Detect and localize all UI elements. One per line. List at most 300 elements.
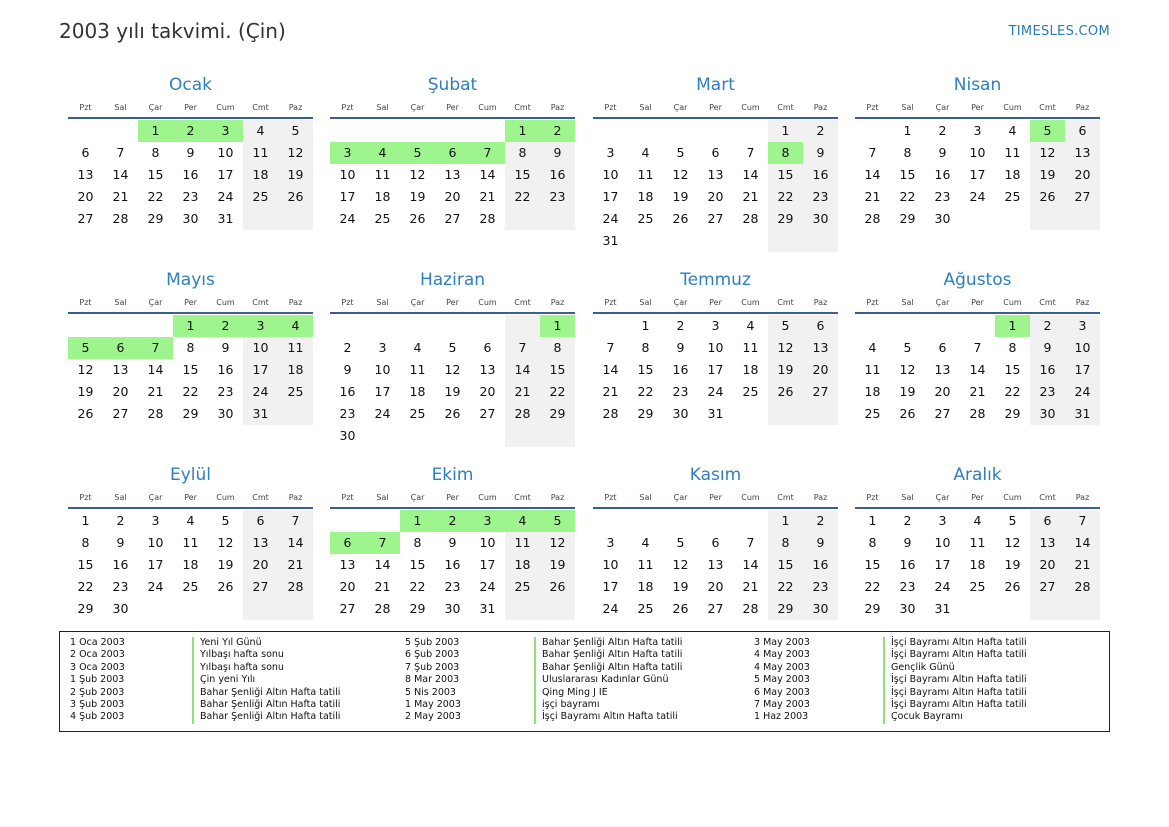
weekday-label: Çar [673, 103, 688, 112]
day-cell: 26 [672, 601, 689, 616]
day-cell: 5 [278, 120, 313, 142]
day-cell: 7 [116, 145, 125, 160]
day-cell: 25 [1004, 189, 1021, 204]
day-cell: 27 [243, 576, 278, 598]
day-grid [68, 510, 313, 620]
day-cell: 15 [1004, 362, 1021, 377]
weekday-label: Pzt [866, 298, 879, 307]
day-cell: 29 [182, 406, 199, 421]
holiday-day-cell: 7 [138, 337, 173, 359]
legend-holiday-name: Çin yeni Yılı [192, 674, 340, 686]
day-cell: 2 [903, 513, 912, 528]
legend-holiday-name: Bahar Şenliği Altın Hafta tatili [192, 711, 340, 723]
empty-cell [278, 208, 313, 230]
day-cell: 22 [1004, 384, 1021, 399]
weekday-label: Cum [1003, 493, 1022, 502]
day-cell: 19 [768, 359, 803, 381]
day-cell: 16 [1030, 359, 1065, 381]
legend-date: 2 Şub 2003 [70, 686, 125, 698]
empty-cell [435, 120, 470, 142]
day-cell: 8 [641, 340, 650, 355]
weekday-label: Paz [550, 493, 565, 502]
day-cell: 28 [864, 211, 881, 226]
day-cell: 17 [479, 557, 496, 572]
day-cell: 30 [803, 208, 838, 230]
empty-cell [960, 315, 995, 337]
day-cell: 15 [182, 362, 199, 377]
day-cell: 27 [1030, 576, 1065, 598]
legend-date: 3 Şub 2003 [70, 698, 125, 710]
day-cell: 31 [243, 403, 278, 425]
day-cell: 15 [505, 164, 540, 186]
day-cell: 12 [768, 337, 803, 359]
day-cell: 24 [934, 579, 951, 594]
day-cell: 22 [540, 381, 575, 403]
day-cell: 8 [903, 145, 912, 160]
empty-cell [995, 598, 1030, 620]
day-grid [593, 510, 838, 620]
day-cell: 30 [672, 406, 689, 421]
weekday-label: Pzt [604, 298, 617, 307]
day-cell: 25 [969, 579, 986, 594]
day-cell: 12 [1004, 535, 1021, 550]
weekday-label: Cmt [777, 493, 794, 502]
day-cell: 22 [77, 579, 94, 594]
empty-cell [663, 120, 698, 142]
day-cell: 13 [803, 337, 838, 359]
weekday-header [855, 98, 1100, 119]
day-cell: 25 [182, 579, 199, 594]
holiday-day-cell: 5 [540, 510, 575, 532]
weekday-label: Paz [1075, 493, 1090, 502]
day-cell: 13 [112, 362, 129, 377]
day-cell: 3 [378, 340, 387, 355]
weekday-header [593, 293, 838, 314]
weekday-label: Per [184, 298, 197, 307]
day-cell: 24 [217, 189, 234, 204]
legend-names-col3 [883, 637, 1027, 724]
weekday-label: Cmt [1039, 103, 1056, 112]
day-cell: 18 [1004, 167, 1021, 182]
day-cell: 12 [672, 167, 689, 182]
day-cell: 24 [602, 211, 619, 226]
day-cell: 28 [742, 211, 759, 226]
day-cell: 13 [77, 167, 94, 182]
weekday-label: Per [446, 298, 459, 307]
day-cell: 9 [116, 535, 125, 550]
empty-cell [768, 230, 803, 252]
day-cell: 14 [602, 362, 619, 377]
day-cell: 22 [505, 186, 540, 208]
day-cell: 18 [374, 189, 391, 204]
day-cell: 23 [182, 189, 199, 204]
month-name: Ekim [431, 465, 474, 485]
day-cell: 25 [278, 381, 313, 403]
day-cell: 9 [803, 532, 838, 554]
day-cell: 19 [1004, 557, 1021, 572]
holiday-day-cell: 7 [365, 532, 400, 554]
day-cell: 17 [217, 167, 234, 182]
month-block [593, 464, 838, 620]
weekday-label: Çar [410, 298, 425, 307]
day-cell: 9 [903, 535, 912, 550]
weekday-label: Cum [478, 103, 497, 112]
empty-cell [803, 230, 838, 252]
legend-dates-col3 [754, 637, 810, 724]
empty-cell [278, 403, 313, 425]
day-cell: 16 [112, 557, 129, 572]
weekday-label: Pzt [866, 493, 879, 502]
day-cell: 24 [969, 189, 986, 204]
day-cell: 10 [243, 337, 278, 359]
day-cell: 16 [444, 557, 461, 572]
day-cell: 14 [147, 362, 164, 377]
weekday-label: Cum [1003, 103, 1022, 112]
day-cell: 31 [602, 233, 619, 248]
empty-cell [540, 598, 575, 620]
day-cell: 24 [374, 406, 391, 421]
empty-cell [663, 510, 698, 532]
legend-holiday-name: İşçi Bayramı Altın Hafta tatili [534, 711, 682, 723]
legend-date: 1 Şub 2003 [70, 674, 125, 686]
day-cell: 10 [339, 167, 356, 182]
day-cell: 7 [973, 340, 982, 355]
empty-cell [855, 120, 890, 142]
day-cell: 23 [672, 384, 689, 399]
day-cell: 14 [505, 359, 540, 381]
weekday-label: Per [709, 103, 722, 112]
weekday-label: Çar [410, 103, 425, 112]
legend-holiday-name: Uluslararası Kadınlar Günü [534, 674, 682, 686]
weekday-label: Paz [813, 298, 828, 307]
day-cell: 16 [339, 384, 356, 399]
weekday-label: Paz [288, 298, 303, 307]
month-block [68, 269, 313, 425]
day-cell: 11 [864, 362, 881, 377]
day-cell: 9 [186, 145, 195, 160]
day-cell: 12 [540, 532, 575, 554]
day-cell: 7 [746, 535, 755, 550]
day-cell: 2 [803, 510, 838, 532]
holiday-day-cell: 2 [435, 510, 470, 532]
weekday-label: Paz [1075, 298, 1090, 307]
day-cell: 12 [1030, 142, 1065, 164]
day-cell: 30 [217, 406, 234, 421]
day-grid [855, 120, 1100, 230]
day-cell: 21 [1065, 554, 1100, 576]
day-cell: 23 [339, 406, 356, 421]
empty-cell [733, 120, 768, 142]
day-cell: 23 [803, 186, 838, 208]
empty-cell [278, 598, 313, 620]
weekday-label: Per [184, 103, 197, 112]
day-cell: 31 [217, 211, 234, 226]
day-cell: 16 [672, 362, 689, 377]
weekday-label: Pzt [341, 103, 354, 112]
day-cell: 17 [707, 362, 724, 377]
legend-date: 8 Mar 2003 [405, 674, 460, 686]
day-cell: 29 [409, 601, 426, 616]
day-cell: 5 [221, 513, 230, 528]
weekday-label: Cmt [777, 298, 794, 307]
holiday-day-cell: 4 [278, 315, 313, 337]
weekday-label: Cum [216, 493, 235, 502]
day-grid [330, 510, 575, 620]
month-block [855, 269, 1100, 425]
day-cell: 18 [637, 189, 654, 204]
weekday-label: Per [709, 298, 722, 307]
day-cell: 10 [479, 535, 496, 550]
day-cell: 17 [969, 167, 986, 182]
weekday-label: Cmt [514, 493, 531, 502]
day-cell: 21 [479, 189, 496, 204]
day-cell: 25 [637, 601, 654, 616]
weekday-label: Sal [376, 298, 389, 307]
weekday-label: Per [446, 103, 459, 112]
day-cell: 6 [243, 510, 278, 532]
empty-cell [1065, 208, 1100, 230]
day-cell: 17 [934, 557, 951, 572]
day-cell: 29 [899, 211, 916, 226]
day-cell: 27 [934, 406, 951, 421]
holiday-day-cell: 1 [138, 120, 173, 142]
day-cell: 10 [217, 145, 234, 160]
empty-cell [960, 208, 995, 230]
day-cell: 20 [707, 189, 724, 204]
day-cell: 10 [707, 340, 724, 355]
day-cell: 24 [147, 579, 164, 594]
day-cell: 20 [444, 189, 461, 204]
day-cell: 19 [217, 557, 234, 572]
weekday-header [855, 488, 1100, 509]
legend-date: 5 Şub 2003 [405, 637, 460, 648]
holiday-day-cell: 8 [768, 142, 803, 164]
day-cell: 19 [540, 554, 575, 576]
day-cell: 4 [1008, 123, 1017, 138]
day-cell: 27 [77, 211, 94, 226]
legend-date: 6 Şub 2003 [405, 649, 460, 661]
empty-cell [733, 403, 768, 425]
day-cell: 26 [768, 381, 803, 403]
weekday-label: Çar [148, 103, 163, 112]
day-cell: 9 [938, 145, 947, 160]
holiday-day-cell: 3 [330, 142, 365, 164]
holiday-day-cell: 2 [540, 120, 575, 142]
day-cell: 28 [147, 406, 164, 421]
empty-cell [593, 120, 628, 142]
day-cell: 29 [147, 211, 164, 226]
weekday-label: Çar [410, 493, 425, 502]
month-block [593, 269, 838, 425]
day-grid [593, 315, 838, 425]
day-cell: 2 [803, 120, 838, 142]
day-cell: 20 [339, 579, 356, 594]
day-cell: 23 [444, 579, 461, 594]
empty-cell [365, 510, 400, 532]
holiday-day-cell: 5 [68, 337, 103, 359]
empty-cell [435, 425, 470, 447]
day-cell: 23 [112, 579, 129, 594]
day-cell: 11 [278, 337, 313, 359]
day-cell: 28 [112, 211, 129, 226]
day-cell: 22 [768, 576, 803, 598]
day-cell: 23 [899, 579, 916, 594]
weekday-label: Per [184, 493, 197, 502]
holiday-day-cell: 1 [540, 315, 575, 337]
day-cell: 12 [899, 362, 916, 377]
holiday-day-cell: 6 [435, 142, 470, 164]
day-cell: 21 [278, 554, 313, 576]
day-cell: 2 [676, 318, 685, 333]
weekday-header [855, 293, 1100, 314]
legend-holiday-name: Qing Ming J IE [534, 687, 682, 699]
empty-cell [733, 230, 768, 252]
empty-cell [890, 315, 925, 337]
empty-cell [400, 315, 435, 337]
weekday-label: Pzt [79, 298, 92, 307]
month-block [330, 464, 575, 620]
day-cell: 7 [278, 510, 313, 532]
weekday-label: Per [446, 493, 459, 502]
day-cell: 9 [676, 340, 685, 355]
legend-date: 1 May 2003 [405, 698, 461, 710]
day-grid [330, 120, 575, 230]
empty-cell [593, 510, 628, 532]
page-title: 2003 yılı takvimi. (Çin) [59, 19, 286, 43]
weekday-label: Paz [550, 298, 565, 307]
day-cell: 11 [505, 532, 540, 554]
day-cell: 11 [374, 167, 391, 182]
month-name: Kasım [689, 465, 742, 485]
day-cell: 29 [637, 406, 654, 421]
day-cell: 19 [1030, 164, 1065, 186]
weekday-label: Paz [288, 103, 303, 112]
holiday-day-cell: 4 [365, 142, 400, 164]
day-cell: 30 [182, 211, 199, 226]
day-cell: 27 [1065, 186, 1100, 208]
day-cell: 27 [444, 211, 461, 226]
empty-cell [435, 315, 470, 337]
weekday-label: Çar [148, 298, 163, 307]
day-cell: 25 [409, 406, 426, 421]
weekday-label: Çar [935, 493, 950, 502]
day-cell: 30 [934, 211, 951, 226]
day-cell: 13 [243, 532, 278, 554]
day-cell: 23 [934, 189, 951, 204]
day-cell: 1 [903, 123, 912, 138]
day-cell: 13 [339, 557, 356, 572]
day-cell: 26 [672, 211, 689, 226]
day-cell: 11 [742, 340, 759, 355]
legend-date: 4 May 2003 [754, 649, 810, 661]
legend-holiday-name: Bahar Şenliği Altın Hafta tatili [192, 687, 340, 699]
day-cell: 15 [147, 167, 164, 182]
day-cell: 27 [803, 381, 838, 403]
weekday-label: Sal [639, 493, 652, 502]
weekday-label: Cum [741, 103, 760, 112]
month-block [855, 74, 1100, 230]
weekday-header [330, 98, 575, 119]
day-cell: 13 [479, 362, 496, 377]
empty-cell [138, 315, 173, 337]
day-cell: 13 [1030, 532, 1065, 554]
day-cell: 28 [602, 406, 619, 421]
day-cell: 26 [1004, 579, 1021, 594]
weekday-label: Paz [288, 493, 303, 502]
day-cell: 29 [77, 601, 94, 616]
empty-cell [540, 425, 575, 447]
day-cell: 3 [606, 145, 615, 160]
day-cell: 17 [147, 557, 164, 572]
weekday-label: Pzt [866, 103, 879, 112]
weekday-label: Cum [216, 298, 235, 307]
day-cell: 10 [934, 535, 951, 550]
day-cell: 28 [1065, 576, 1100, 598]
legend-date: 7 Şub 2003 [405, 661, 460, 673]
day-cell: 19 [672, 189, 689, 204]
holiday-day-cell: 3 [470, 510, 505, 532]
holiday-legend [59, 631, 1110, 732]
day-cell: 14 [742, 557, 759, 572]
day-cell: 21 [969, 384, 986, 399]
weekday-label: Cmt [1039, 493, 1056, 502]
weekday-label: Cum [741, 493, 760, 502]
day-cell: 11 [637, 167, 654, 182]
day-cell: 21 [864, 189, 881, 204]
legend-date: 3 May 2003 [754, 637, 810, 648]
day-cell: 14 [374, 557, 391, 572]
day-cell: 2 [343, 340, 352, 355]
weekday-header [330, 293, 575, 314]
day-cell: 3 [973, 123, 982, 138]
legend-date: 4 May 2003 [754, 661, 810, 673]
weekday-label: Per [971, 103, 984, 112]
day-cell: 21 [742, 189, 759, 204]
day-cell: 31 [707, 406, 724, 421]
day-cell: 27 [112, 406, 129, 421]
day-cell: 25 [505, 576, 540, 598]
weekday-label: Per [709, 493, 722, 502]
day-cell: 30 [899, 601, 916, 616]
holiday-day-cell: 1 [173, 315, 208, 337]
holiday-day-cell: 1 [505, 120, 540, 142]
day-cell: 17 [602, 579, 619, 594]
month-name: Şubat [427, 75, 478, 95]
day-cell: 18 [505, 554, 540, 576]
legend-date: 1 Oca 2003 [70, 637, 125, 648]
weekday-label: Cmt [514, 298, 531, 307]
day-cell: 9 [540, 142, 575, 164]
weekday-label: Cum [741, 298, 760, 307]
day-cell: 31 [934, 601, 951, 616]
day-cell: 22 [637, 384, 654, 399]
weekday-label: Sal [114, 493, 127, 502]
day-cell: 4 [413, 340, 422, 355]
site-brand-link[interactable]: TIMESLES.COM [1008, 24, 1110, 39]
day-cell: 9 [448, 535, 457, 550]
day-cell: 22 [864, 579, 881, 594]
legend-holiday-name: İşçi Bayramı Altın Hafta tatili [883, 637, 1027, 649]
day-cell: 21 [742, 579, 759, 594]
empty-cell [960, 598, 995, 620]
legend-date: 3 Oca 2003 [70, 661, 125, 673]
day-cell: 9 [343, 362, 352, 377]
day-cell: 22 [899, 189, 916, 204]
weekday-label: Sal [901, 493, 914, 502]
day-cell: 16 [803, 164, 838, 186]
holiday-day-cell: 6 [330, 532, 365, 554]
legend-holiday-name: İşçi Bayramı Altın Hafta tatili [883, 674, 1027, 686]
